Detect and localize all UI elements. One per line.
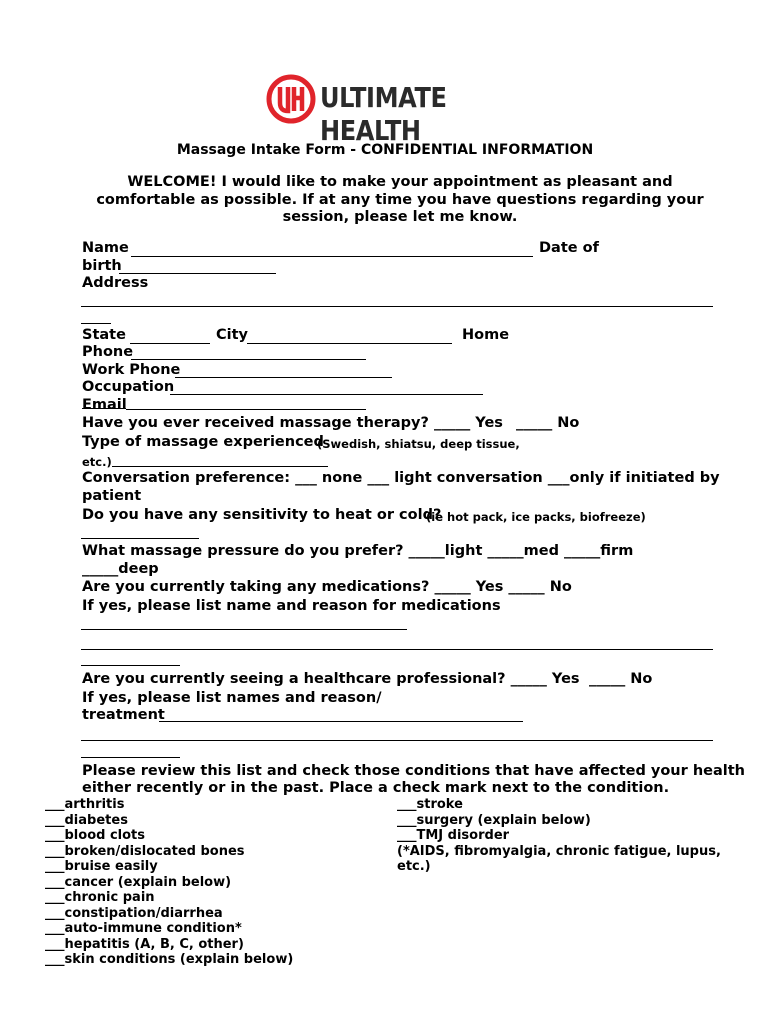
condition-bruise-easily[interactable]: ___bruise easily [45,859,158,874]
date-of-label: Date of [539,240,599,256]
medications-field-2[interactable] [81,649,713,650]
address-field[interactable] [81,306,713,307]
city-field[interactable] [247,343,452,344]
conversation-preference: Conversation preference: ___ none ___ light conversation ___only if initiated by [82,470,720,486]
conversation-preference-cont: patient [82,488,142,504]
massage-type-hint: (Swedish, shiatsu, deep tissue, [317,437,520,451]
medications-question: Are you currently taking any medications? _____ Yes _____ No [82,579,572,595]
uh-emblem-icon [266,74,316,124]
condition-arthritis[interactable]: ___arthritis [45,797,125,812]
sensitivity-field[interactable] [81,538,199,539]
condition-stroke[interactable]: ___stroke [397,797,463,812]
condition-auto-immune[interactable]: ___auto-immune condition* [45,921,242,936]
medications-field-1[interactable] [81,629,407,630]
name-label: Name [82,240,129,256]
email-field[interactable] [126,409,366,410]
healthcare-list-prompt: If yes, please list names and reason/ [82,690,382,706]
sensitivity-hint: (ie hot pack, ice packs, biofreeze) [426,510,646,524]
condition-constipation[interactable]: ___constipation/diarrhea [45,906,223,921]
phone-field[interactable] [131,359,366,360]
condition-diabetes[interactable]: ___diabetes [45,813,128,828]
treatment-label: treatment [82,707,165,723]
treatment-field-2[interactable] [81,740,713,741]
conditions-intro-line-2: either recently or in the past. Place a check mark next to the condition. [82,780,670,796]
name-field[interactable] [131,256,533,257]
occupation-field[interactable] [170,394,483,395]
logo-brand-text: ULTIMATE HEALTH [320,81,447,147]
state-field[interactable] [130,343,210,344]
ultimate-health-logo [266,73,538,147]
massage-type-label: Type of massage experienced [82,434,324,450]
conditions-intro-line-1: Please review this list and check those conditions that have affected your health [82,763,745,779]
healthcare-no: _____ No [589,671,653,687]
city-label: City [216,327,248,343]
occupation-label: Occupation [82,379,175,395]
condition-blood-clots[interactable]: ___blood clots [45,828,146,843]
condition-tmj[interactable]: ___TMJ disorder [397,828,510,843]
condition-broken-bones[interactable]: ___broken/dislocated bones [45,844,245,859]
pressure-question: What massage pressure do you prefer? _____light _____med _____firm [82,543,634,559]
condition-cancer[interactable]: ___cancer (explain below) [45,875,232,890]
birth-field[interactable] [119,273,276,274]
auto-immune-footnote: (*AIDS, fibromyalgia, chronic fatigue, lupus, [397,844,721,859]
condition-surgery[interactable]: ___surgery (explain below) [397,813,591,828]
welcome-message: WELCOME! I would like to make your appointment as pleasant and comfortable as possible. If at any time you have questions regarding your session, please let me know. [96,174,704,225]
email-label: Email [82,397,127,413]
healthcare-question: Are you currently seeing a healthcare professional? _____ Yes [82,671,580,687]
pressure-deep: _____deep [82,561,159,577]
form-title: Massage Intake Form - CONFIDENTIAL INFORMATION [176,142,594,158]
treatment-field-3[interactable] [81,757,180,758]
address-field-continued[interactable] [81,323,111,324]
auto-immune-footnote-etc: etc.) [397,859,431,874]
medications-field-3[interactable] [81,665,180,666]
home-label: Home [462,327,510,343]
massage-before-no: _____ No [516,415,580,431]
email-strike [82,408,126,409]
state-label: State [82,327,126,343]
work-phone-label: Work Phone [82,362,181,378]
massage-type-field[interactable] [112,466,328,467]
treatment-field-1[interactable] [159,721,523,722]
massage-type-hint-etc: etc.) [82,455,112,469]
condition-skin[interactable]: ___skin conditions (explain below) [45,952,294,967]
birth-label: birth [82,258,122,274]
massage-before-question: Have you ever received massage therapy? _____ Yes [82,415,503,431]
sensitivity-question: Do you have any sensitivity to heat or cold? [82,507,442,523]
address-label: Address [82,275,149,291]
phone-label: Phone [82,344,134,360]
medications-list-prompt: If yes, please list name and reason for medications [82,598,501,614]
condition-hepatitis[interactable]: ___hepatitis (A, B, C, other) [45,937,244,952]
work-phone-field[interactable] [175,377,392,378]
condition-chronic-pain[interactable]: ___chronic pain [45,890,155,905]
